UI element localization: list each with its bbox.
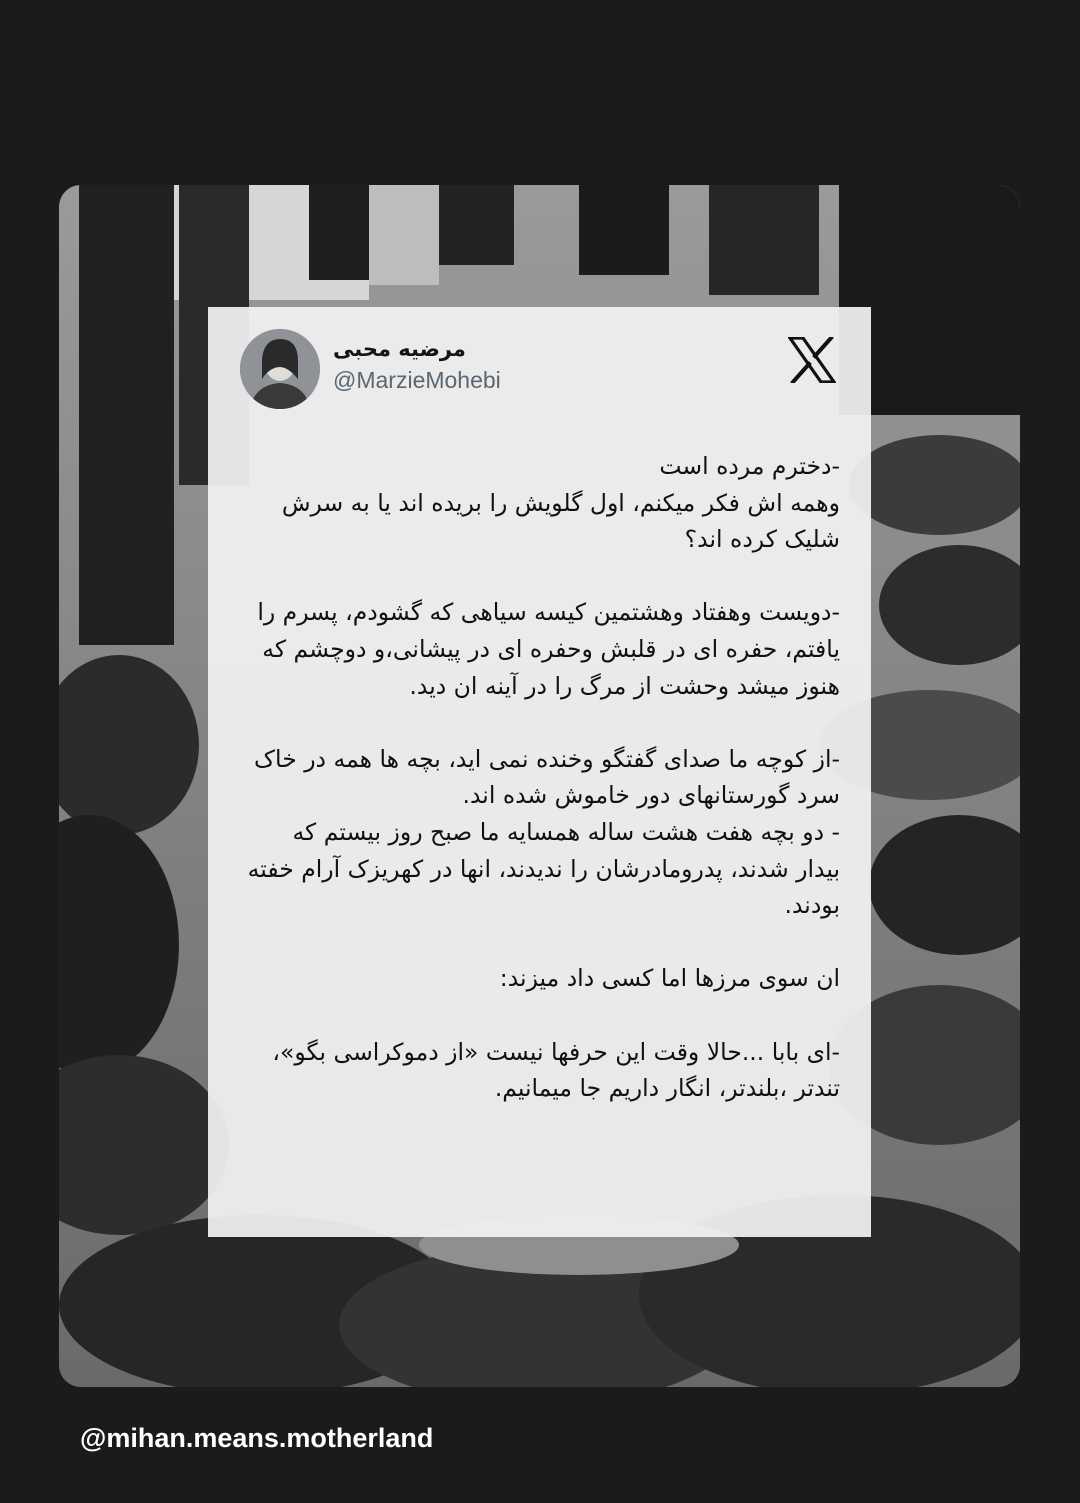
tweet-paragraph: -دویست وهفتاد وهشتمین کیسه سیاهی که گشودم، پسرم را یافتم، حفره ای در قلبش وحفره ای در پیشانی،و دوچشم که هنوز میشد وحشت از مرگ را در آینه ان دید.	[257, 598, 840, 700]
tweet-paragraph: -ای بابا ...حالا وقت این حرفها نیست «از دموکراسی بگو»، تندتر ،بلندتر، انگار داریم جا میمانیم.	[272, 1037, 840, 1103]
footer-account-handle[interactable]: @mihan.means.motherland	[80, 1423, 434, 1453]
tweet-paragraph: -دخترم مرده است وهمه اش فکر میکنم، اول گلویش را بریده اند یا به سرش شلیک کرده اند؟	[281, 452, 840, 554]
author-handle[interactable]: @MarzieMohebi	[333, 367, 501, 393]
tweet-paragraph: ان سوی مرزها اما کسی داد میزند:	[499, 964, 840, 993]
x-logo-icon[interactable]	[788, 337, 836, 383]
author-display-name[interactable]: مرضیه محبی	[333, 337, 466, 361]
avatar[interactable]	[240, 329, 320, 409]
tweet-text	[242, 448, 840, 1107]
profile-photo-icon	[240, 329, 320, 409]
tweet-paragraph: -از کوچه ما صدای گفتگو وخنده نمی اید، بچه ها همه در خاک سرد گورستانهای دور خاموش شده اند. - دو بچه هفت هشت ساله همسایه ما صبح روز بیستم که بیدار شدند، پدرومادرشان را ندیدند، انها در کهریزک آرام خفته بودند.	[247, 744, 840, 920]
author-info	[333, 335, 593, 395]
tweet-card	[208, 307, 871, 1237]
